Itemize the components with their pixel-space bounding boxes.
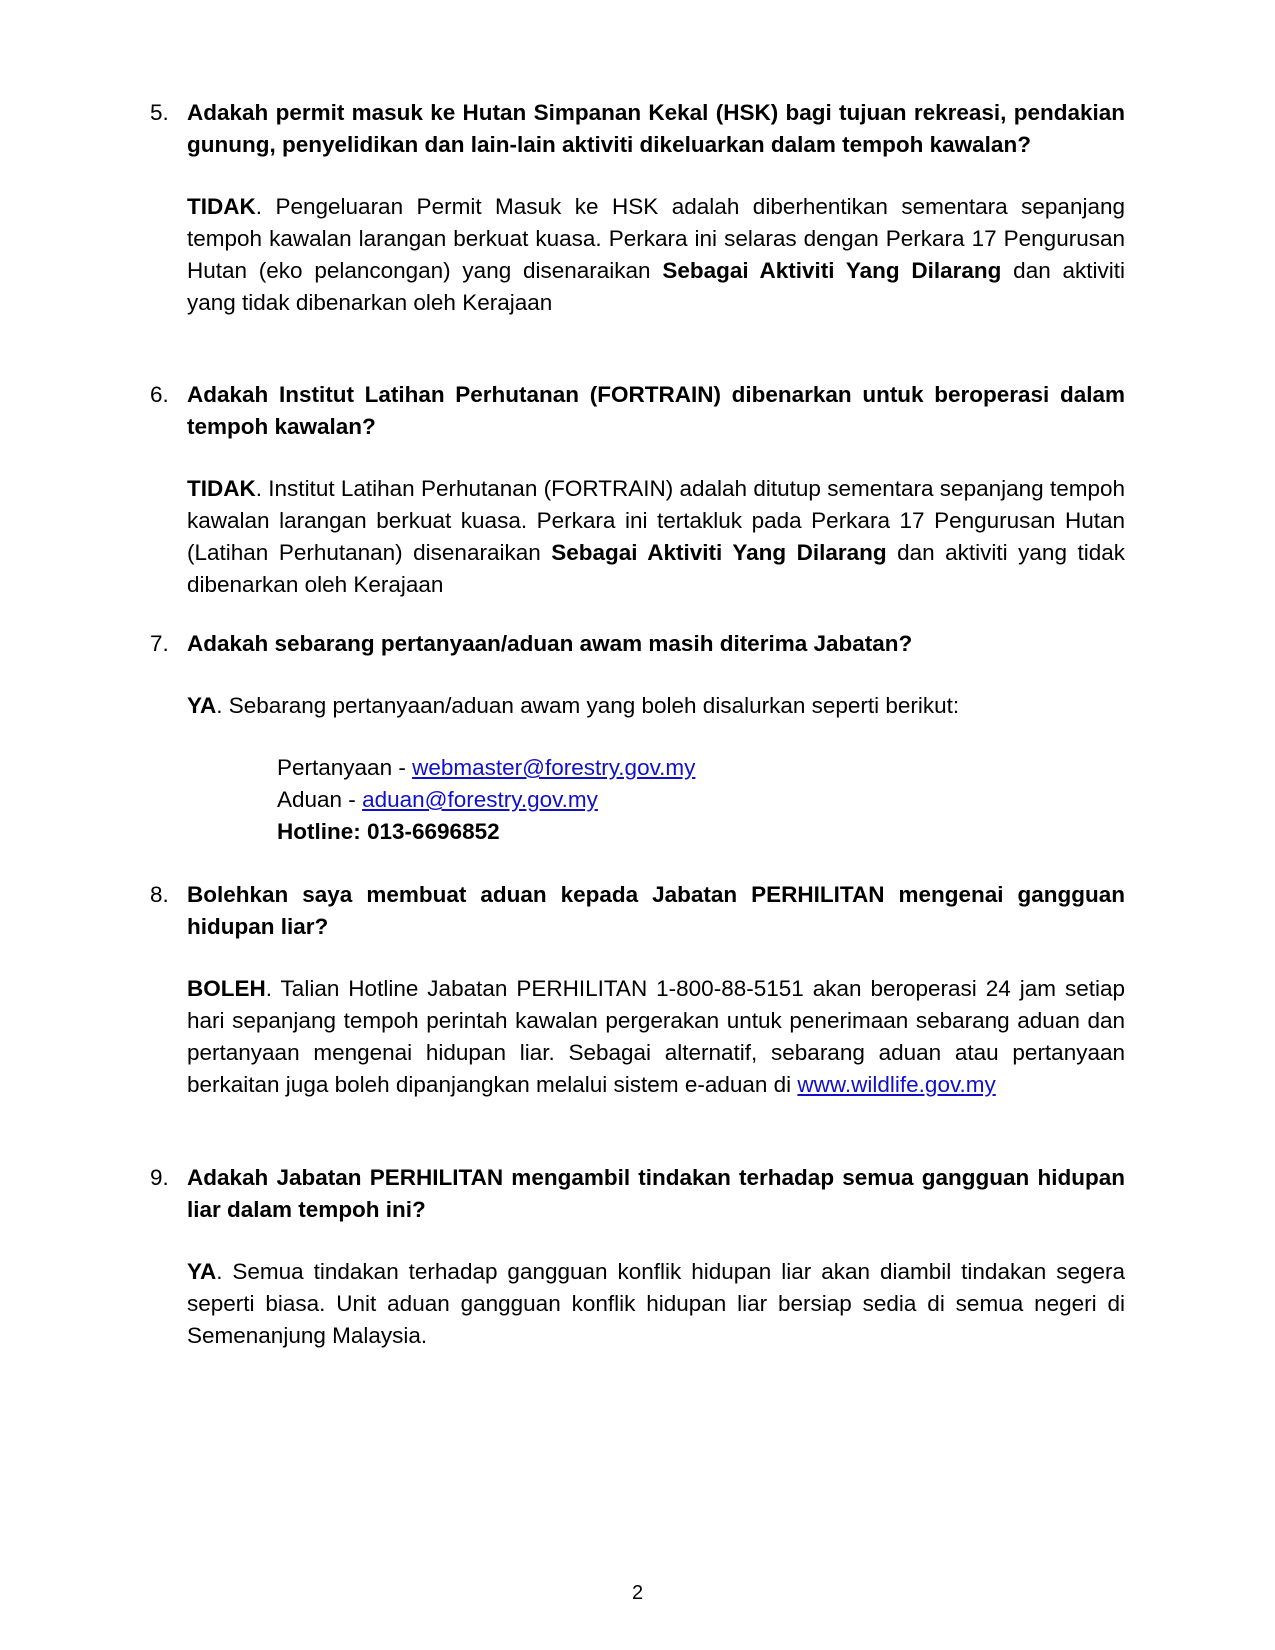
answer	[187, 1256, 1125, 1352]
answer-text: . Pengeluaran Permit Masuk ke HSK adalah diberhentikan sementara sepanjang tempoh kawalan larangan berkuat kuasa. Perkara ini selaras dengan Perkara 17 Pengurusan Hutan (eko pelancongan) yang disenaraikan	[187, 194, 1125, 283]
inquiry-label: Pertanyaan -	[277, 755, 413, 780]
answer-lead: YA	[187, 693, 217, 718]
faq-item-6	[150, 379, 1125, 601]
answer-text-end: dan aktiviti yang tidak dibenarkan oleh Kerajaan	[187, 258, 1125, 315]
wildlife-website-link[interactable]: www.wildlife.gov.my	[797, 1072, 996, 1097]
question: Adakah sebarang pertanyaan/aduan awam masih diterima Jabatan?	[187, 631, 913, 656]
question: Bolehkan saya membuat aduan kepada Jabatan PERHILITAN mengenai gangguan hidupan liar?	[187, 882, 1125, 939]
page-number: 2	[631, 1582, 644, 1604]
faq-item-9	[150, 1162, 1125, 1352]
answer	[187, 973, 1125, 1101]
item-number: 8.	[150, 882, 169, 907]
complaint-email-link[interactable]: aduan@forestry.gov.my	[362, 787, 598, 812]
answer-lead: BOLEH	[187, 976, 266, 1001]
item-number: 5.	[150, 100, 169, 125]
item-number: 7.	[150, 631, 169, 656]
faq-item-7	[150, 628, 1125, 848]
contact-list	[277, 752, 1125, 848]
question: Adakah Jabatan PERHILITAN mengambil tindakan terhadap semua gangguan hidupan liar dalam tempoh ini?	[187, 1165, 1125, 1222]
question: Adakah permit masuk ke Hutan Simpanan Kekal (HSK) bagi tujuan rekreasi, pendakian gunung, penyelidikan dan lain-lain aktiviti dikeluarkan dalam tempoh kawalan?	[187, 100, 1125, 157]
answer-lead: YA	[187, 1259, 217, 1284]
answer-text: . Semua tindakan terhadap gangguan konflik hidupan liar akan diambil tindakan segera seperti biasa. Unit aduan gangguan konflik hidupan liar bersiap sedia di semua negeri di Semenanjung Malaysia.	[187, 1259, 1125, 1348]
answer-emphasis: Sebagai Aktiviti Yang Dilarang	[551, 540, 887, 565]
answer-emphasis: Sebagai Aktiviti Yang Dilarang	[662, 258, 1002, 283]
answer	[187, 690, 1125, 722]
hotline: Hotline: 013-6696852	[277, 819, 500, 844]
answer-text: . Talian Hotline Jabatan PERHILITAN 1-800-88-5151 akan beroperasi 24 jam setiap hari sepanjang tempoh perintah kawalan pergerakan untuk penerimaan sebarang aduan dan pertanyaan mengenai hidupan liar. Sebagai alternatif, sebarang aduan atau pertanyaan berkaitan juga boleh dipanjangkan melalui sistem e-aduan di	[187, 976, 1125, 1097]
faq-item-8	[150, 879, 1125, 1101]
complaint-label: Aduan -	[277, 787, 363, 812]
contact-inquiry	[277, 752, 1125, 784]
inquiry-email-link[interactable]: webmaster@forestry.gov.my	[412, 755, 696, 780]
answer-text: . Sebarang pertanyaan/aduan awam yang boleh disalurkan seperti berikut:	[216, 693, 960, 718]
faq-item-5	[150, 97, 1125, 319]
answer-text: . Institut Latihan Perhutanan (FORTRAIN) adalah ditutup sementara sepanjang tempoh kawalan larangan berkuat kuasa. Perkara ini tertakluk pada Perkara 17 Pengurusan Hutan (Latihan Perhutanan) disenaraikan	[187, 476, 1125, 565]
answer	[187, 191, 1125, 319]
question: Adakah Institut Latihan Perhutanan (FORTRAIN) dibenarkan untuk beroperasi dalam tempoh kawalan?	[187, 382, 1125, 439]
answer-lead: TIDAK	[187, 476, 256, 501]
item-number: 6.	[150, 382, 169, 407]
answer-text-end: dan aktiviti yang tidak dibenarkan oleh Kerajaan	[187, 540, 1125, 597]
answer-lead: TIDAK	[187, 194, 256, 219]
answer	[187, 473, 1125, 601]
contact-complaint	[277, 784, 1125, 816]
item-number: 9.	[150, 1165, 169, 1190]
